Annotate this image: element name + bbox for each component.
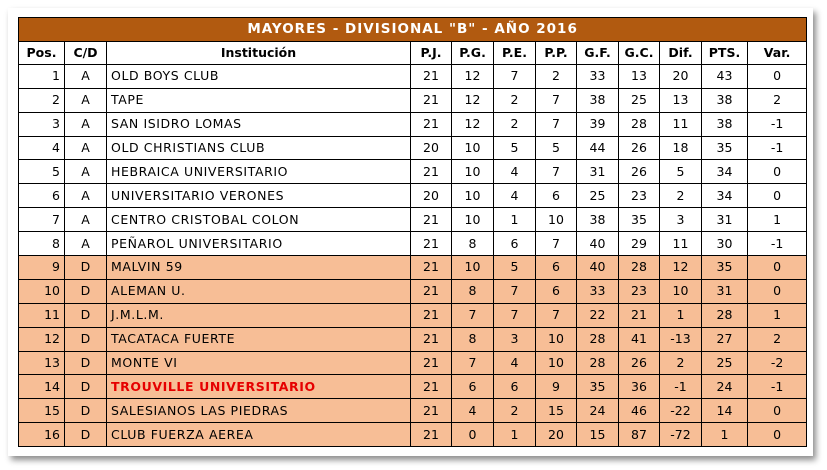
pg-cell: 10 — [452, 184, 494, 208]
pg-cell: 10 — [452, 208, 494, 232]
pe-cell: 3 — [494, 327, 536, 351]
team-name-cell: TACATACA FUERTE — [107, 327, 411, 351]
pj-cell: 21 — [411, 256, 452, 280]
pp-cell: 10 — [536, 351, 577, 375]
gc-cell: 23 — [619, 184, 660, 208]
pts-cell: 24 — [702, 375, 748, 399]
pos-cell: 5 — [19, 160, 65, 184]
pos-cell: 3 — [19, 112, 65, 136]
pj-cell: 21 — [411, 232, 452, 256]
table-row — [19, 112, 807, 136]
pos-cell: 13 — [19, 351, 65, 375]
team-name-cell: OLD CHRISTIANS CLUB — [107, 136, 411, 160]
pj-cell: 21 — [411, 279, 452, 303]
pos-cell: 8 — [19, 232, 65, 256]
pg-cell: 12 — [452, 64, 494, 88]
table-row — [19, 184, 807, 208]
dif-cell: 13 — [660, 88, 702, 112]
dif-cell: -13 — [660, 327, 702, 351]
pp-cell: 6 — [536, 279, 577, 303]
gf-cell: 22 — [577, 303, 619, 327]
pts-cell: 27 — [702, 327, 748, 351]
gc-cell: 23 — [619, 279, 660, 303]
team-name-cell: OLD BOYS CLUB — [107, 64, 411, 88]
pg-cell: 12 — [452, 112, 494, 136]
var-cell: 1 — [748, 208, 807, 232]
gf-cell: 24 — [577, 399, 619, 423]
var-cell: 2 — [748, 327, 807, 351]
col-header-gf: G.F. — [577, 41, 619, 64]
pj-cell: 21 — [411, 112, 452, 136]
cd-cell: A — [65, 64, 107, 88]
team-name-cell: MONTE VI — [107, 351, 411, 375]
var-cell: -1 — [748, 375, 807, 399]
team-name-cell: SALESIANOS LAS PIEDRAS — [107, 399, 411, 423]
pj-cell: 21 — [411, 160, 452, 184]
pts-cell: 38 — [702, 112, 748, 136]
pe-cell: 7 — [494, 279, 536, 303]
gc-cell: 13 — [619, 64, 660, 88]
gf-cell: 25 — [577, 184, 619, 208]
pg-cell: 10 — [452, 256, 494, 280]
table-row — [19, 327, 807, 351]
pts-cell: 31 — [702, 279, 748, 303]
gf-cell: 28 — [577, 351, 619, 375]
gf-cell: 33 — [577, 64, 619, 88]
pts-cell: 34 — [702, 184, 748, 208]
pe-cell: 5 — [494, 136, 536, 160]
col-header-cd: C/D — [65, 41, 107, 64]
table-row — [19, 351, 807, 375]
pos-cell: 2 — [19, 88, 65, 112]
cd-cell: D — [65, 351, 107, 375]
pj-cell: 21 — [411, 375, 452, 399]
pos-cell: 11 — [19, 303, 65, 327]
col-header-pg: P.G. — [452, 41, 494, 64]
pg-cell: 10 — [452, 160, 494, 184]
pe-cell: 5 — [494, 256, 536, 280]
pe-cell: 1 — [494, 208, 536, 232]
gf-cell: 44 — [577, 136, 619, 160]
pp-cell: 7 — [536, 303, 577, 327]
pg-cell: 10 — [452, 136, 494, 160]
var-cell: 1 — [748, 303, 807, 327]
gc-cell: 26 — [619, 136, 660, 160]
standings-card — [8, 8, 813, 456]
pj-cell: 21 — [411, 208, 452, 232]
gc-cell: 26 — [619, 351, 660, 375]
table-row — [19, 64, 807, 88]
table-row — [19, 256, 807, 280]
gf-cell: 28 — [577, 327, 619, 351]
cd-cell: D — [65, 375, 107, 399]
team-name-cell: SAN ISIDRO LOMAS — [107, 112, 411, 136]
col-header-pos: Pos. — [19, 41, 65, 64]
gc-cell: 35 — [619, 208, 660, 232]
var-cell: 0 — [748, 279, 807, 303]
pp-cell: 5 — [536, 136, 577, 160]
pj-cell: 21 — [411, 327, 452, 351]
var-cell: 2 — [748, 88, 807, 112]
team-name-cell: MALVIN 59 — [107, 256, 411, 280]
pp-cell: 6 — [536, 184, 577, 208]
dif-cell: 11 — [660, 232, 702, 256]
pp-cell: 7 — [536, 88, 577, 112]
var-cell: 0 — [748, 64, 807, 88]
pts-cell: 28 — [702, 303, 748, 327]
cd-cell: D — [65, 256, 107, 280]
gf-cell: 40 — [577, 232, 619, 256]
pts-cell: 38 — [702, 88, 748, 112]
pos-cell: 1 — [19, 64, 65, 88]
pg-cell: 8 — [452, 327, 494, 351]
col-header-var: Var. — [748, 41, 807, 64]
col-header-pj: P.J. — [411, 41, 452, 64]
pp-cell: 9 — [536, 375, 577, 399]
dif-cell: 5 — [660, 160, 702, 184]
standings-body — [19, 64, 807, 446]
cd-cell: D — [65, 303, 107, 327]
pos-cell: 10 — [19, 279, 65, 303]
table-row — [19, 136, 807, 160]
pe-cell: 7 — [494, 64, 536, 88]
pg-cell: 7 — [452, 303, 494, 327]
pe-cell: 4 — [494, 351, 536, 375]
pe-cell: 1 — [494, 423, 536, 447]
table-row — [19, 423, 807, 447]
pp-cell: 7 — [536, 232, 577, 256]
pp-cell: 10 — [536, 208, 577, 232]
gc-cell: 28 — [619, 256, 660, 280]
pos-cell: 15 — [19, 399, 65, 423]
pp-cell: 7 — [536, 160, 577, 184]
gc-cell: 26 — [619, 160, 660, 184]
pg-cell: 6 — [452, 375, 494, 399]
dif-cell: 11 — [660, 112, 702, 136]
pos-cell: 9 — [19, 256, 65, 280]
pos-cell: 4 — [19, 136, 65, 160]
pos-cell: 6 — [19, 184, 65, 208]
pp-cell: 6 — [536, 256, 577, 280]
cd-cell: A — [65, 184, 107, 208]
pj-cell: 21 — [411, 399, 452, 423]
standings-table — [18, 17, 807, 447]
gf-cell: 40 — [577, 256, 619, 280]
gf-cell: 35 — [577, 375, 619, 399]
pg-cell: 8 — [452, 232, 494, 256]
pos-cell: 12 — [19, 327, 65, 351]
cd-cell: A — [65, 160, 107, 184]
pos-cell: 14 — [19, 375, 65, 399]
pe-cell: 6 — [494, 375, 536, 399]
gf-cell: 31 — [577, 160, 619, 184]
dif-cell: 10 — [660, 279, 702, 303]
team-name-cell: HEBRAICA UNIVERSITARIO — [107, 160, 411, 184]
var-cell: -2 — [748, 351, 807, 375]
pe-cell: 4 — [494, 184, 536, 208]
dif-cell: 3 — [660, 208, 702, 232]
var-cell: 0 — [748, 184, 807, 208]
pg-cell: 12 — [452, 88, 494, 112]
gc-cell: 41 — [619, 327, 660, 351]
pts-cell: 25 — [702, 351, 748, 375]
dif-cell: 2 — [660, 184, 702, 208]
gf-cell: 33 — [577, 279, 619, 303]
gf-cell: 38 — [577, 88, 619, 112]
table-row — [19, 88, 807, 112]
pe-cell: 4 — [494, 160, 536, 184]
pos-cell: 16 — [19, 423, 65, 447]
table-row — [19, 232, 807, 256]
pe-cell: 2 — [494, 88, 536, 112]
dif-cell: 18 — [660, 136, 702, 160]
dif-cell: 20 — [660, 64, 702, 88]
gf-cell: 15 — [577, 423, 619, 447]
cd-cell: D — [65, 399, 107, 423]
var-cell: 0 — [748, 399, 807, 423]
cd-cell: D — [65, 423, 107, 447]
pp-cell: 7 — [536, 112, 577, 136]
table-row — [19, 160, 807, 184]
pts-cell: 1 — [702, 423, 748, 447]
gc-cell: 25 — [619, 88, 660, 112]
dif-cell: -72 — [660, 423, 702, 447]
cd-cell: A — [65, 232, 107, 256]
team-name-cell: PEÑAROL UNIVERSITARIO — [107, 232, 411, 256]
col-header-institucion: Institución — [107, 41, 411, 64]
team-name-cell: UNIVERSITARIO VERONES — [107, 184, 411, 208]
pg-cell: 4 — [452, 399, 494, 423]
pp-cell: 20 — [536, 423, 577, 447]
var-cell: -1 — [748, 112, 807, 136]
team-name-cell: CLUB FUERZA AEREA — [107, 423, 411, 447]
gc-cell: 46 — [619, 399, 660, 423]
gc-cell: 36 — [619, 375, 660, 399]
gf-cell: 38 — [577, 208, 619, 232]
pj-cell: 21 — [411, 303, 452, 327]
dif-cell: -22 — [660, 399, 702, 423]
gc-cell: 21 — [619, 303, 660, 327]
team-name-cell: CENTRO CRISTOBAL COLON — [107, 208, 411, 232]
pj-cell: 20 — [411, 184, 452, 208]
team-name-cell: TAPE — [107, 88, 411, 112]
cd-cell: A — [65, 136, 107, 160]
cd-cell: D — [65, 327, 107, 351]
table-row — [19, 303, 807, 327]
gf-cell: 39 — [577, 112, 619, 136]
pj-cell: 21 — [411, 88, 452, 112]
table-row — [19, 375, 807, 399]
column-header-row — [19, 41, 807, 64]
pp-cell: 10 — [536, 327, 577, 351]
table-row — [19, 208, 807, 232]
var-cell: -1 — [748, 232, 807, 256]
dif-cell: 2 — [660, 351, 702, 375]
table-title: MAYORES - DIVISIONAL "B" - AÑO 2016 — [19, 18, 807, 42]
pj-cell: 20 — [411, 136, 452, 160]
pts-cell: 34 — [702, 160, 748, 184]
pts-cell: 30 — [702, 232, 748, 256]
pg-cell: 7 — [452, 351, 494, 375]
col-header-pts: PTS. — [702, 41, 748, 64]
var-cell: -1 — [748, 136, 807, 160]
cd-cell: D — [65, 279, 107, 303]
pts-cell: 14 — [702, 399, 748, 423]
pts-cell: 35 — [702, 256, 748, 280]
pj-cell: 21 — [411, 423, 452, 447]
var-cell: 0 — [748, 160, 807, 184]
gc-cell: 87 — [619, 423, 660, 447]
team-name-cell: ALEMAN U. — [107, 279, 411, 303]
var-cell: 0 — [748, 256, 807, 280]
pg-cell: 8 — [452, 279, 494, 303]
pg-cell: 0 — [452, 423, 494, 447]
pp-cell: 2 — [536, 64, 577, 88]
pj-cell: 21 — [411, 64, 452, 88]
pts-cell: 31 — [702, 208, 748, 232]
table-row — [19, 399, 807, 423]
table-row — [19, 279, 807, 303]
pe-cell: 2 — [494, 112, 536, 136]
pe-cell: 6 — [494, 232, 536, 256]
pj-cell: 21 — [411, 351, 452, 375]
pe-cell: 7 — [494, 303, 536, 327]
cd-cell: A — [65, 208, 107, 232]
col-header-gc: G.C. — [619, 41, 660, 64]
col-header-dif: Dif. — [660, 41, 702, 64]
gc-cell: 28 — [619, 112, 660, 136]
cd-cell: A — [65, 88, 107, 112]
team-name-cell: J.M.L.M. — [107, 303, 411, 327]
pe-cell: 2 — [494, 399, 536, 423]
team-name-cell: TROUVILLE UNIVERSITARIO — [107, 375, 411, 399]
dif-cell: -1 — [660, 375, 702, 399]
var-cell: 0 — [748, 423, 807, 447]
pts-cell: 43 — [702, 64, 748, 88]
col-header-pp: P.P. — [536, 41, 577, 64]
pts-cell: 35 — [702, 136, 748, 160]
col-header-pe: P.E. — [494, 41, 536, 64]
pos-cell: 7 — [19, 208, 65, 232]
cd-cell: A — [65, 112, 107, 136]
dif-cell: 1 — [660, 303, 702, 327]
gc-cell: 29 — [619, 232, 660, 256]
dif-cell: 12 — [660, 256, 702, 280]
pp-cell: 15 — [536, 399, 577, 423]
